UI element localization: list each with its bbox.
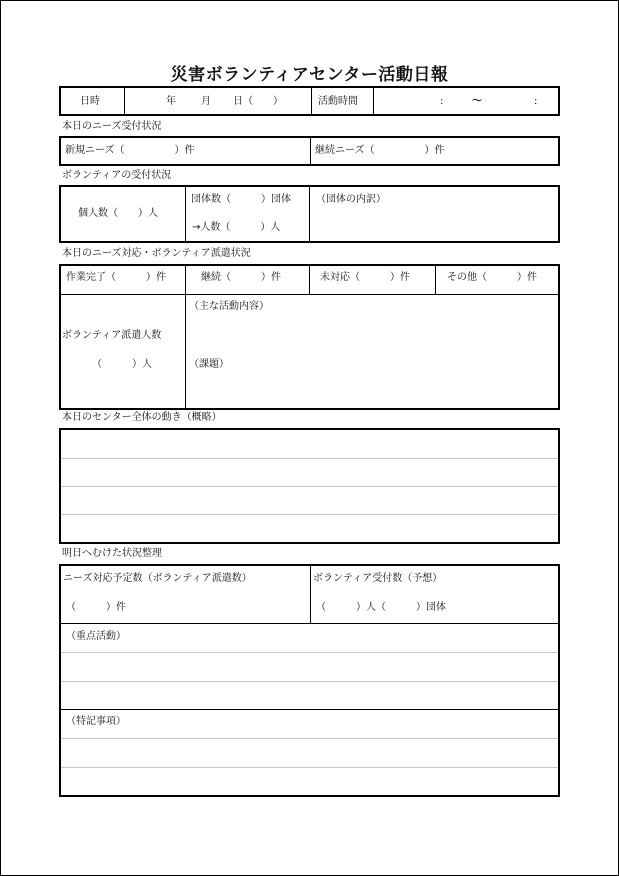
unhandled-count: 未対応（ ）件	[320, 272, 410, 283]
month-label: 月	[201, 96, 211, 107]
expected-volunteers-value: （ ）人（ ）団体	[316, 602, 446, 613]
day-label: 日（ ）	[233, 96, 283, 107]
volunteer-heading: ボランティアの受付状況	[62, 170, 172, 181]
center-overview-box	[59, 428, 560, 544]
completed-count: 作業完了（ ）件	[66, 272, 166, 283]
expected-volunteers-label: ボランティア受付数（予想）	[313, 573, 443, 584]
group-count: 団体数（ ）団体	[191, 194, 291, 205]
priority-activities-label: （重点活動）	[66, 631, 126, 642]
dispatch-count-label: ボランティア派遣人数	[62, 330, 162, 341]
start-time-colon: :	[440, 96, 444, 107]
group-people-count: →人数（ ）人	[192, 222, 281, 233]
needs-heading: 本日のニーズ受付状況	[62, 121, 162, 132]
time-range-tilde: ～	[472, 96, 482, 107]
tomorrow-planning-block	[59, 564, 560, 797]
dispatch-heading: 本日のニーズ対応・ボランティア派遣状況	[62, 248, 251, 259]
main-activities-label: （主な活動内容）	[189, 301, 269, 312]
group-breakdown-label: （団体の内訳）	[316, 194, 386, 205]
page-title: 災害ボランティアセンター活動日報	[170, 65, 449, 85]
end-time-colon: :	[534, 96, 538, 107]
center-heading: 本日のセンター全体の動き（概略）	[62, 412, 222, 423]
continuing-needs-count: 継続ニーズ（ ）件	[315, 145, 445, 156]
planned-needs-label: ニーズ対応予定数（ボランティア派遣数）	[63, 573, 252, 584]
activity-time-label: 活動時間	[318, 96, 358, 107]
date-time-row	[59, 86, 560, 116]
planned-needs-value: （ ）件	[66, 602, 126, 613]
other-count: その他（ ）件	[447, 272, 537, 283]
special-notes-label: （特記事項）	[66, 716, 126, 727]
new-needs-count: 新規ニーズ（ ）件	[65, 145, 195, 156]
individual-count: 個人数（ ）人	[78, 208, 158, 219]
continuing-count: 継続（ ）件	[201, 272, 281, 283]
date-label: 日時	[80, 96, 100, 107]
tomorrow-heading: 明日へむけた状況整理	[62, 548, 162, 559]
issues-label: （課題）	[189, 359, 229, 370]
dispatch-count-value: （ ）人	[92, 359, 152, 370]
year-label: 年	[166, 96, 176, 107]
